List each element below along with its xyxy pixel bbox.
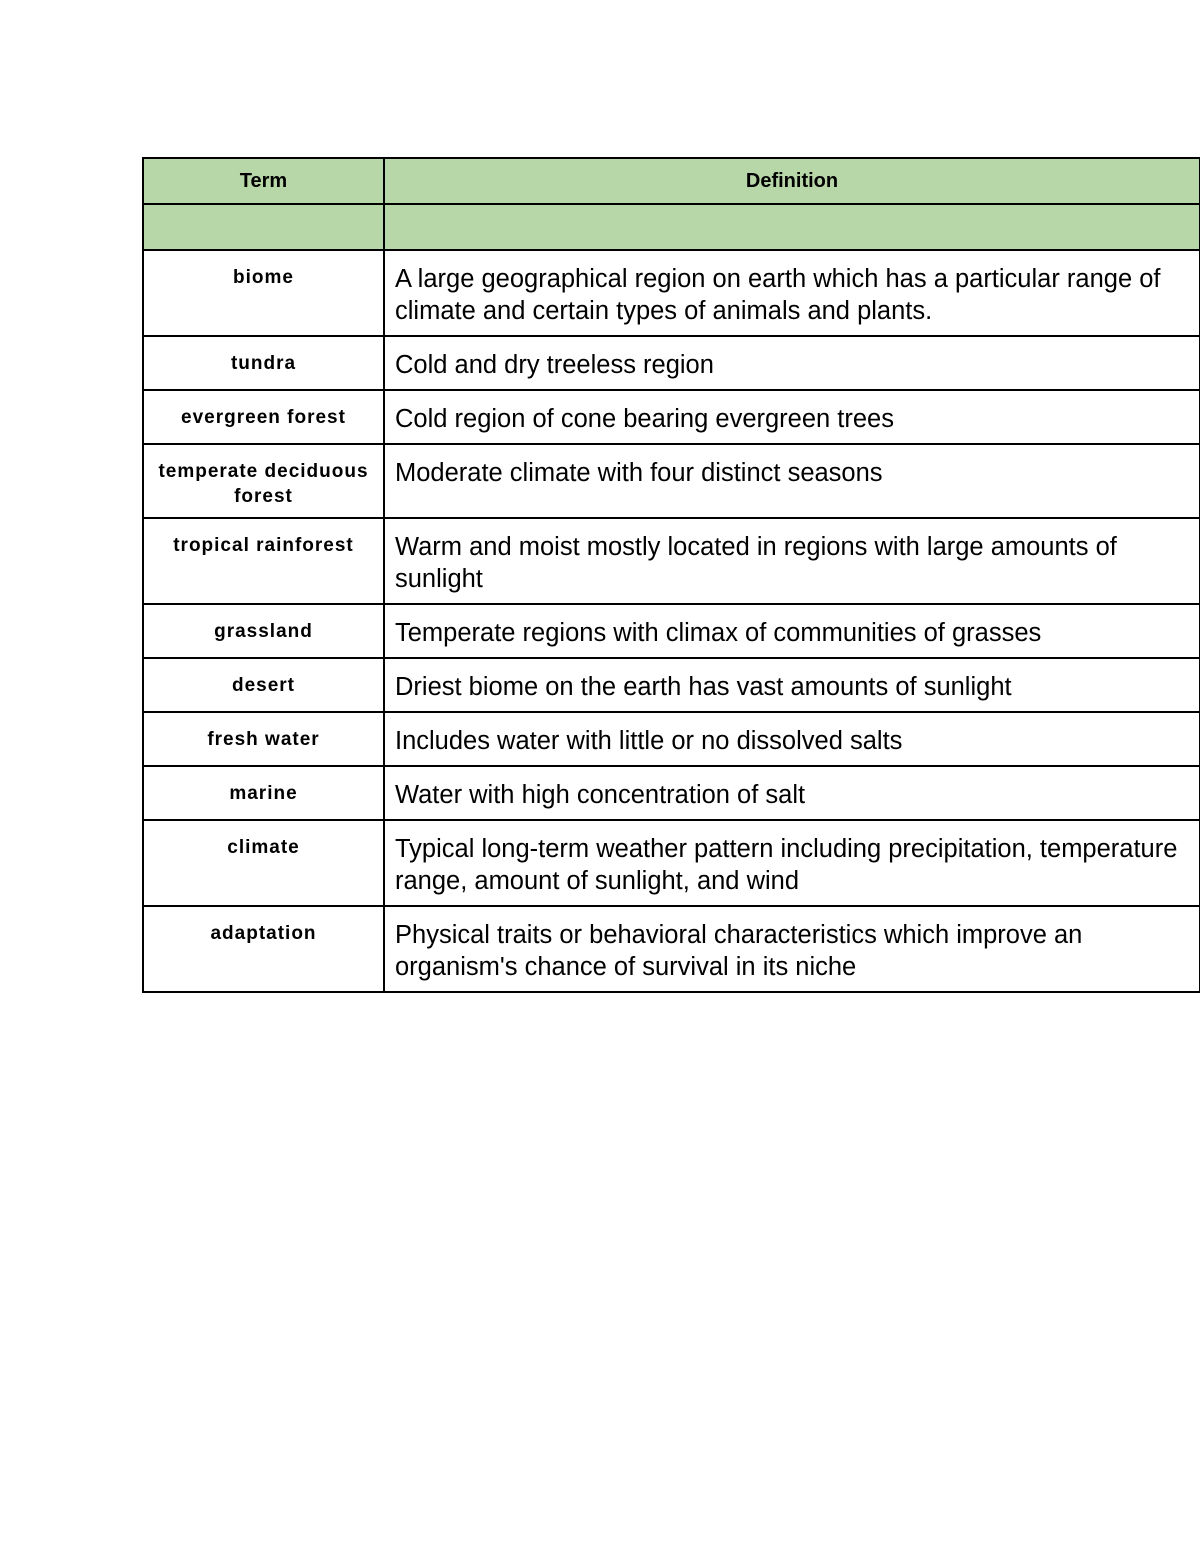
table-row	[143, 336, 1200, 390]
term-cell: adaptation	[143, 906, 384, 992]
definition-cell: Temperate regions with climax of communities of grasses	[384, 604, 1200, 658]
term-cell: evergreen forest	[143, 390, 384, 444]
table-row	[143, 604, 1200, 658]
term-cell: marine	[143, 766, 384, 820]
definition-cell: A large geographical region on earth which has a particular range of climate and certain types of animals and plants.	[384, 250, 1200, 336]
term-cell: biome	[143, 250, 384, 336]
table-row	[143, 250, 1200, 336]
term-cell: climate	[143, 820, 384, 906]
table-row	[143, 820, 1200, 906]
definition-cell: Driest biome on the earth has vast amounts of sunlight	[384, 658, 1200, 712]
table-row	[143, 518, 1200, 604]
table-header-row	[143, 158, 1200, 204]
table-row	[143, 906, 1200, 992]
term-cell: tundra	[143, 336, 384, 390]
definition-cell: Warm and moist mostly located in regions with large amounts of sunlight	[384, 518, 1200, 604]
term-column-header: Term	[143, 158, 384, 204]
table-row	[143, 444, 1200, 518]
spacer-cell	[384, 204, 1200, 250]
definition-cell: Cold region of cone bearing evergreen trees	[384, 390, 1200, 444]
term-cell: tropical rainforest	[143, 518, 384, 604]
table-row	[143, 390, 1200, 444]
definition-cell: Physical traits or behavioral characteristics which improve an organism's chance of survival in its niche	[384, 906, 1200, 992]
table-row	[143, 712, 1200, 766]
definition-cell: Cold and dry treeless region	[384, 336, 1200, 390]
term-cell: desert	[143, 658, 384, 712]
definition-cell: Moderate climate with four distinct seasons	[384, 444, 1200, 518]
term-cell: fresh water	[143, 712, 384, 766]
term-cell: temperate deciduous forest	[143, 444, 384, 518]
definition-cell: Water with high concentration of salt	[384, 766, 1200, 820]
spacer-cell	[143, 204, 384, 250]
definition-cell: Typical long-term weather pattern including precipitation, temperature range, amount of sunlight, and wind	[384, 820, 1200, 906]
header-spacer-row	[143, 204, 1200, 250]
table-row	[143, 766, 1200, 820]
term-cell: grassland	[143, 604, 384, 658]
vocabulary-table	[142, 157, 1200, 993]
table-row	[143, 658, 1200, 712]
definition-column-header: Definition	[384, 158, 1200, 204]
definition-cell: Includes water with little or no dissolved salts	[384, 712, 1200, 766]
